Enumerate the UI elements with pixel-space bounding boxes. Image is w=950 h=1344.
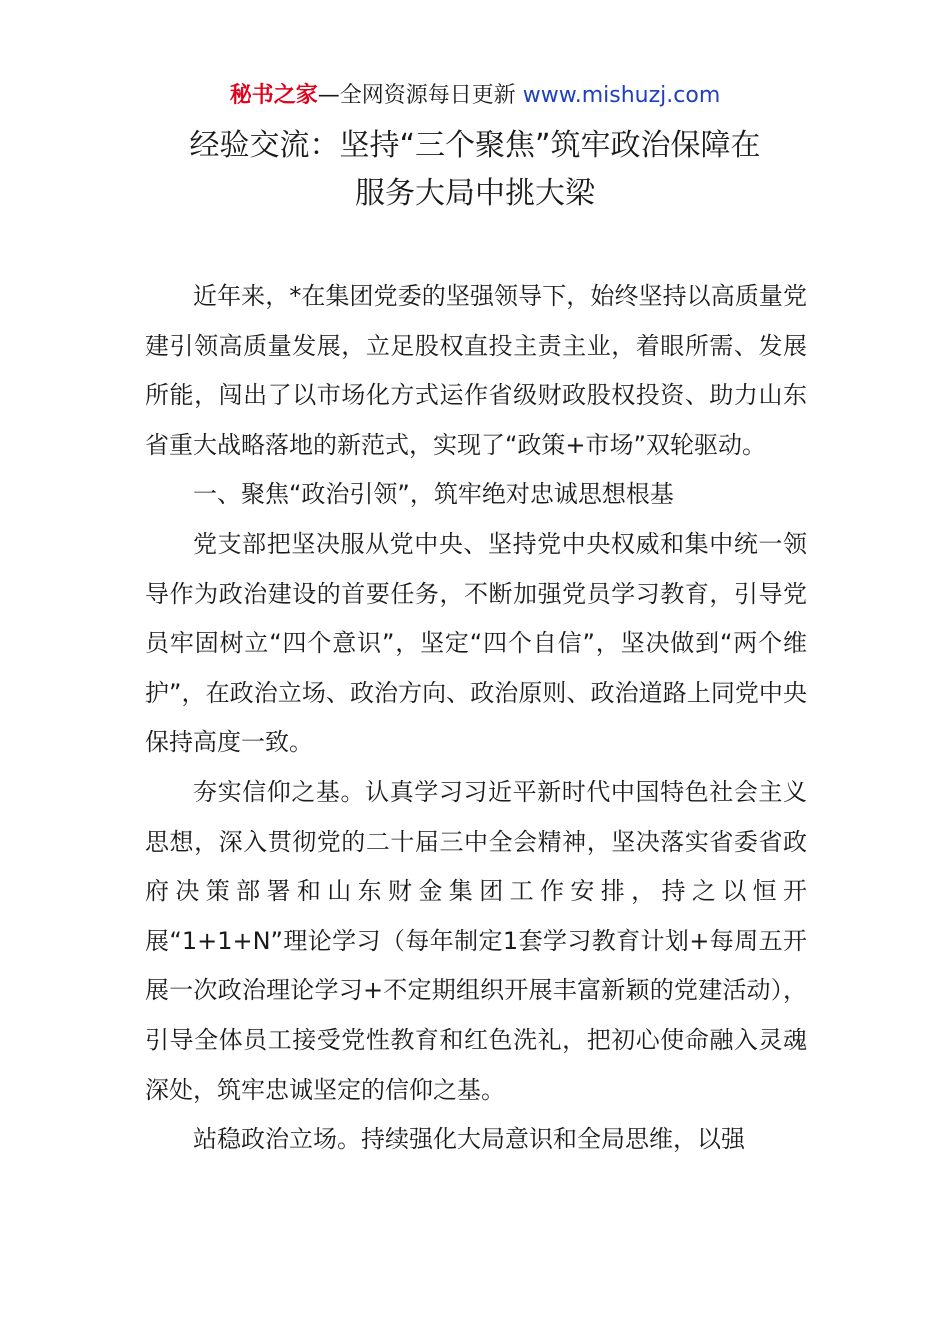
paragraph-intro: 近年来，*在集团党委的坚强领导下，始终坚持以高质量党建引领高质量发展，立足股权直投主责主业，着眼所需、发展所能，闯出了以市场化方式运作省级财政股权投资、助力山东省重大战略落地的新范式，实现了“政策+市场”双轮驱动。 — [145, 282, 807, 459]
title-line-1: 经验交流：坚持“三个聚焦”筑牢政治保障在 — [189, 128, 761, 163]
paragraph-section-1: 党支部把坚决服从党中央、坚持党中央权威和集中统一领导作为政治建设的首要任务，不断加强党员学习教育，引导党员牢固树立“四个意识”，坚定“四个自信”，坚决做到“两个维护”，在政治立场、政治方向、政治原则、政治道路上同党中央保持高度一致。 — [145, 529, 807, 757]
document-body — [145, 272, 807, 1165]
site-url: www.mishuzj.com — [522, 83, 721, 108]
title-line-2: 服务大局中挑大梁 — [355, 176, 595, 211]
brand-tagline: —全网资源每日更新 — [317, 83, 523, 108]
paragraph-faith: 夯实信仰之基。认真学习习近平新时代中国特色社会主义思想，深入贯彻党的二十届三中全会精神，坚决落实省委省政府决策部署和山东财金集团工作安排，持之以恒开展“1+1+N”理论学习（每年制定1套学习教育计划+每周五开展一次政治理论学习+不定期组织开展丰富新颖的党建活动），引导全体员工接受党性教育和红色洗礼，把初心使命融入灵魂深处，筑牢忠诚坚定的信仰之基。 — [145, 777, 807, 1104]
paragraph-political-stance: 站稳政治立场。持续强化大局意识和全局思维，以强 — [193, 1125, 745, 1154]
section-heading-1: 一、聚焦“政治引领”，筑牢绝对忠诚思想根基 — [193, 480, 674, 509]
document-title — [60, 122, 890, 218]
site-watermark-header — [0, 80, 950, 112]
brand-name: 秘书之家 — [229, 83, 318, 108]
